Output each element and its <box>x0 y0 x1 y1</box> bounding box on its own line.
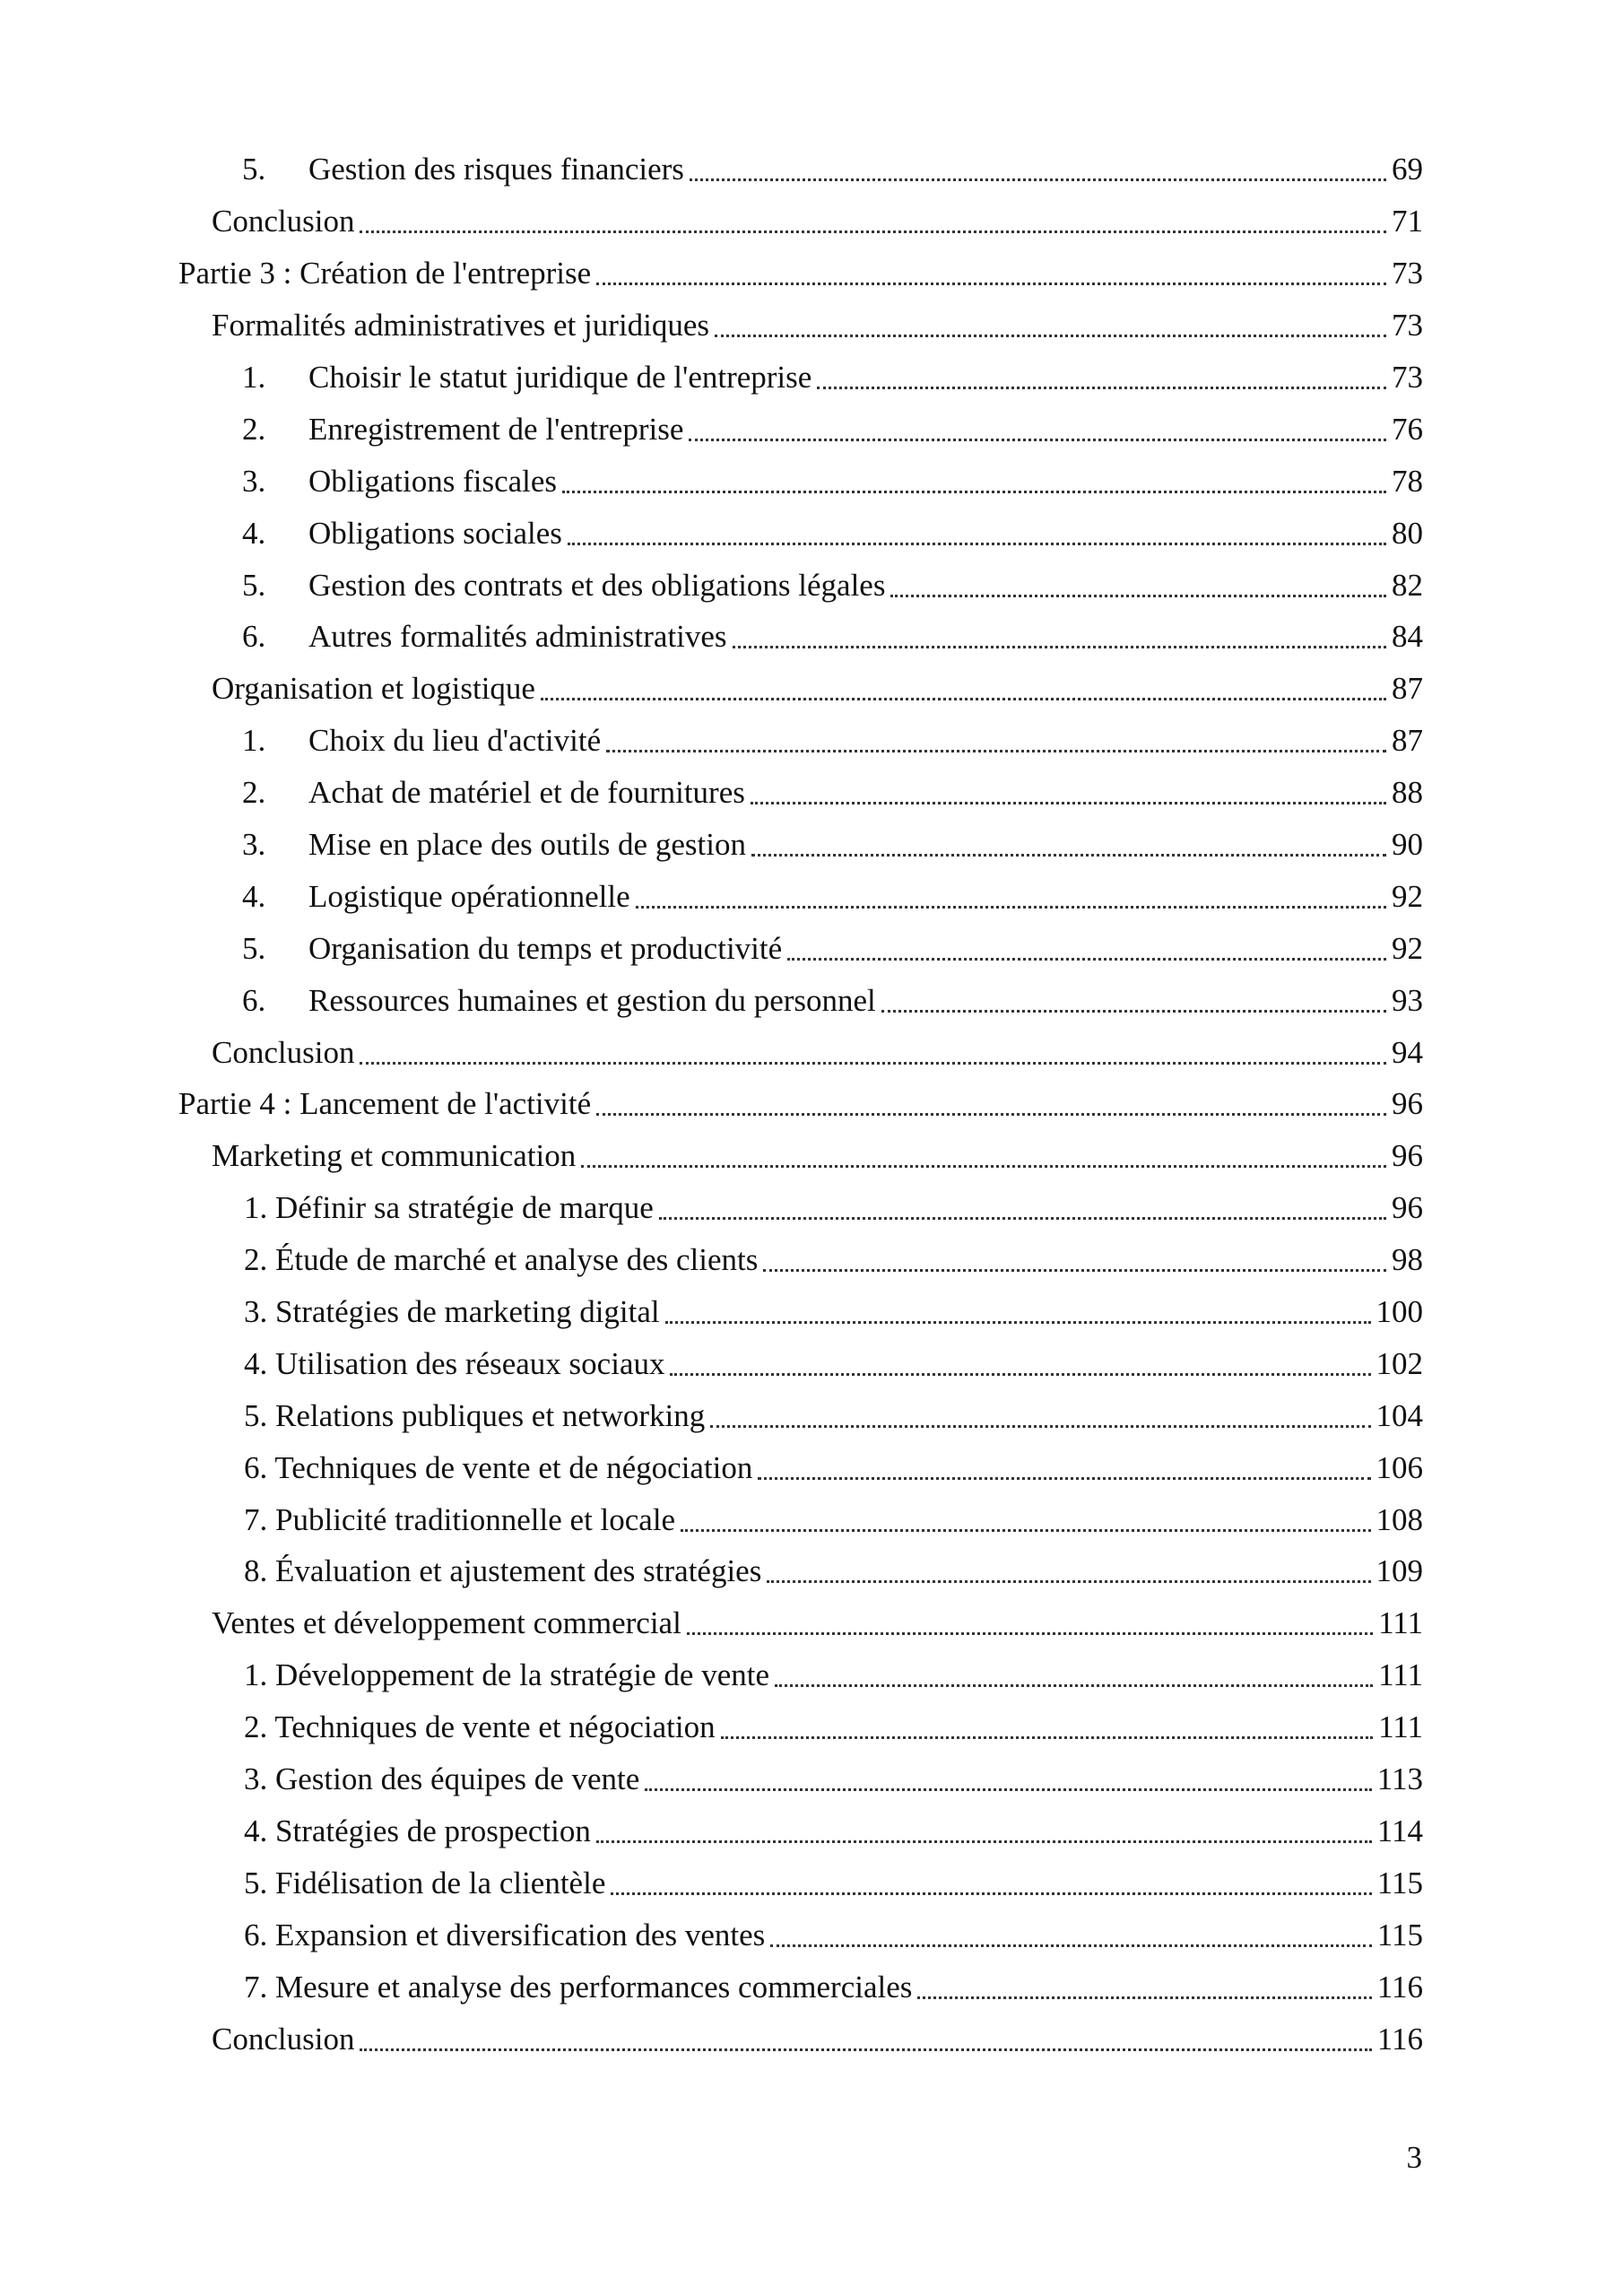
dot-leader <box>751 802 1386 804</box>
dot-leader <box>596 1113 1386 1116</box>
toc-entry-number: 3. <box>242 827 266 863</box>
dot-leader <box>562 491 1386 493</box>
toc-entry-title: Obligations fiscales <box>308 463 558 499</box>
dot-leader <box>817 387 1386 389</box>
dot-leader <box>890 595 1386 597</box>
toc-entry-number: 4. <box>242 878 266 914</box>
toc-entry-title: 4. Utilisation des réseaux sociaux <box>244 1345 665 1381</box>
dot-leader <box>606 750 1386 752</box>
toc-entry-page: 88 <box>1392 775 1423 811</box>
toc-entry-page: 92 <box>1392 878 1423 914</box>
toc-entry[interactable] <box>0 1130 1623 1182</box>
dot-leader <box>360 1062 1386 1065</box>
toc-entry-page: 113 <box>1376 1761 1423 1797</box>
toc-entry[interactable] <box>0 1389 1623 1441</box>
toc-entry-title: 5. Fidélisation de la clientèle <box>244 1865 606 1900</box>
toc-entry[interactable] <box>0 715 1623 767</box>
dot-leader <box>360 2048 1371 2051</box>
toc-entry-page: 82 <box>1392 567 1423 603</box>
toc-entry[interactable] <box>0 300 1623 352</box>
toc-entry[interactable] <box>0 403 1623 455</box>
toc-entry[interactable] <box>0 352 1623 404</box>
dot-leader <box>360 230 1386 233</box>
toc-entry-title: Marketing et communication <box>212 1138 577 1174</box>
toc-entry-page: 96 <box>1392 1086 1423 1122</box>
dot-leader <box>710 1425 1370 1428</box>
toc-entry[interactable] <box>0 1545 1623 1597</box>
toc-entry-page: 78 <box>1392 463 1423 499</box>
toc-entry-number: 3. <box>242 463 266 499</box>
toc-entry-number: 4. <box>242 515 266 551</box>
toc-entry-title: 7. Mesure et analyse des performances commerciales <box>244 1969 913 2005</box>
toc-entry-page: 93 <box>1392 982 1423 1018</box>
toc-entry[interactable] <box>0 870 1623 922</box>
toc-entry-title: 3. Stratégies de marketing digital <box>244 1294 660 1330</box>
dot-leader <box>681 1529 1370 1532</box>
toc-entry-page: 111 <box>1378 1605 1423 1641</box>
toc-entry-title: Mise en place des outils de gestion <box>308 827 746 863</box>
toc-entry[interactable] <box>0 1441 1623 1493</box>
toc-entry-title: 5. Relations publiques et networking <box>244 1397 706 1433</box>
toc-entry[interactable] <box>0 1753 1623 1805</box>
toc-entry-page: 71 <box>1392 204 1423 239</box>
toc-entry-page: 92 <box>1392 930 1423 966</box>
dot-leader <box>751 854 1386 857</box>
toc-entry-title: Logistique opérationnelle <box>308 878 630 914</box>
toc-entry-title: 6. Expansion et diversification des ventes <box>244 1917 766 1952</box>
toc-entry[interactable] <box>0 1493 1623 1545</box>
toc-entry[interactable] <box>0 1857 1623 1909</box>
toc-entry-title: Enregistrement de l'entreprise <box>308 411 684 447</box>
toc-entry-number: 1. <box>242 723 266 759</box>
toc-entry-title: 6. Techniques de vente et de négociation <box>244 1449 753 1485</box>
toc-entry[interactable] <box>0 1597 1623 1649</box>
toc-entry-title: Choisir le statut juridique de l'entreprise <box>308 360 812 395</box>
dot-leader <box>670 1373 1370 1376</box>
toc-entry[interactable] <box>0 767 1623 819</box>
toc-entry-page: 69 <box>1392 152 1423 187</box>
toc-entry[interactable] <box>0 144 1623 196</box>
dot-leader <box>715 335 1386 337</box>
toc-entry-page: 90 <box>1392 827 1423 863</box>
toc-entry-page: 96 <box>1392 1190 1423 1226</box>
toc-entry-title: Ressources humaines et gestion du personnel <box>308 982 876 1018</box>
dot-leader <box>758 1477 1370 1480</box>
toc-entry[interactable] <box>0 922 1623 974</box>
toc-entry-title: 8. Évaluation et ajustement des stratégies <box>244 1553 762 1589</box>
toc-entry-title: Conclusion <box>212 1034 355 1070</box>
toc-entry[interactable] <box>0 611 1623 663</box>
dot-leader <box>690 178 1386 181</box>
toc-entry-page: 108 <box>1376 1501 1423 1537</box>
dot-leader <box>763 1269 1386 1272</box>
dot-leader <box>568 543 1386 545</box>
toc-entry-title: 4. Stratégies de prospection <box>244 1813 591 1848</box>
toc-entry[interactable] <box>0 1078 1623 1130</box>
toc-entry-page: 115 <box>1376 1865 1423 1900</box>
toc-entry[interactable] <box>0 819 1623 871</box>
dot-leader <box>596 283 1386 285</box>
dot-leader <box>775 1684 1373 1687</box>
toc-entry-title: 7. Publicité traditionnelle et locale <box>244 1501 676 1537</box>
toc-entry-page: 100 <box>1376 1294 1423 1330</box>
toc-entry-title: 2. Étude de marché et analyse des clients <box>244 1242 759 1278</box>
dot-leader <box>596 1840 1372 1843</box>
toc-entry-page: 80 <box>1392 515 1423 551</box>
toc-entry[interactable] <box>0 1961 1623 2013</box>
toc-entry-title: Autres formalités administratives <box>308 619 727 655</box>
dot-leader <box>881 1010 1386 1013</box>
toc-entry-page: 76 <box>1392 411 1423 447</box>
toc-entry-page: 98 <box>1392 1242 1423 1278</box>
toc-entry-number: 5. <box>242 152 266 187</box>
dot-leader <box>611 1892 1371 1895</box>
toc-entry-number: 2. <box>242 775 266 811</box>
toc-entry-page: 73 <box>1392 360 1423 395</box>
toc-entry[interactable] <box>0 974 1623 1026</box>
toc-entry-title: Conclusion <box>212 204 355 239</box>
toc-entry[interactable] <box>0 1909 1623 1961</box>
toc-entry-page: 111 <box>1378 1709 1423 1745</box>
toc-entry-title: 1. Développement de la stratégie de vente <box>244 1657 770 1693</box>
toc-entry-page: 84 <box>1392 619 1423 655</box>
toc-entry-title: Achat de matériel et de fournitures <box>308 775 745 811</box>
toc-entry[interactable] <box>0 1234 1623 1286</box>
toc-entry-title: Gestion des contrats et des obligations légales <box>308 567 886 603</box>
toc-entry-title: Choix du lieu d'activité <box>308 723 602 759</box>
dot-leader <box>767 1580 1370 1583</box>
dot-leader <box>636 906 1386 909</box>
toc-entry-title: 1. Définir sa stratégie de marque <box>244 1190 654 1226</box>
dot-leader <box>770 1944 1372 1947</box>
toc-entry[interactable] <box>0 1701 1623 1753</box>
toc-entry-number: 6. <box>242 619 266 655</box>
toc-entry-page: 111 <box>1378 1657 1423 1693</box>
toc-entry-title: 3. Gestion des équipes de vente <box>244 1761 640 1797</box>
toc-entry[interactable] <box>0 196 1623 248</box>
toc-entry-number: 6. <box>242 982 266 1018</box>
toc-entry-page: 87 <box>1392 671 1423 707</box>
toc-entry-page: 115 <box>1376 1917 1423 1952</box>
dot-leader <box>733 646 1386 648</box>
toc-entry-page: 73 <box>1392 256 1423 291</box>
dot-leader <box>659 1217 1386 1220</box>
dot-leader <box>665 1321 1371 1324</box>
toc-entry-page: 116 <box>1376 1969 1423 2005</box>
toc-entry-number: 2. <box>242 411 266 447</box>
toc-entry-page: 94 <box>1392 1034 1423 1070</box>
toc-entry[interactable] <box>0 559 1623 611</box>
toc-entry-title: Formalités administratives et juridiques <box>212 308 710 344</box>
toc-entry[interactable] <box>0 455 1623 507</box>
toc-entry-title: Conclusion <box>212 2021 355 2057</box>
table-of-contents <box>0 144 1623 2065</box>
toc-entry-page: 96 <box>1392 1138 1423 1174</box>
toc-entry-page: 87 <box>1392 723 1423 759</box>
toc-entry[interactable] <box>0 248 1623 300</box>
toc-entry-number: 5. <box>242 567 266 603</box>
toc-entry-page: 114 <box>1376 1813 1423 1848</box>
toc-entry[interactable] <box>0 1337 1623 1389</box>
toc-entry-title: Organisation et logistique <box>212 671 535 707</box>
dot-leader <box>687 1632 1373 1635</box>
dot-leader <box>787 958 1386 961</box>
toc-entry[interactable] <box>0 663 1623 715</box>
toc-entry[interactable] <box>0 507 1623 559</box>
dot-leader <box>645 1788 1372 1791</box>
toc-entry[interactable] <box>0 1805 1623 1857</box>
toc-entry-title: Ventes et développement commercial <box>212 1605 681 1641</box>
dot-leader <box>689 439 1386 441</box>
page-number: 3 <box>1406 2140 1422 2175</box>
dot-leader <box>721 1736 1373 1739</box>
toc-entry-page: 109 <box>1376 1553 1423 1589</box>
toc-entry-title: 2. Techniques de vente et négociation <box>244 1709 716 1745</box>
toc-entry[interactable] <box>0 1286 1623 1338</box>
toc-entry-title: Partie 4 : Lancement de l'activité <box>178 1086 592 1122</box>
toc-entry-page: 106 <box>1376 1449 1423 1485</box>
toc-entry[interactable] <box>0 1182 1623 1234</box>
toc-entry-number: 1. <box>242 360 266 395</box>
toc-entry-page: 73 <box>1392 308 1423 344</box>
toc-entry-page: 102 <box>1376 1345 1423 1381</box>
toc-entry-page: 104 <box>1376 1397 1423 1433</box>
toc-entry-title: Gestion des risques financiers <box>308 152 684 187</box>
toc-entry[interactable] <box>0 2013 1623 2065</box>
dot-leader <box>917 1996 1371 1999</box>
toc-entry-title: Obligations sociales <box>308 515 562 551</box>
toc-entry[interactable] <box>0 1649 1623 1701</box>
toc-entry-title: Partie 3 : Création de l'entreprise <box>178 256 592 291</box>
toc-entry-page: 116 <box>1376 2021 1423 2057</box>
toc-entry[interactable] <box>0 1026 1623 1078</box>
toc-entry-title: Organisation du temps et productivité <box>308 930 783 966</box>
dot-leader <box>541 698 1386 700</box>
toc-entry-number: 5. <box>242 930 266 966</box>
dot-leader <box>581 1165 1386 1168</box>
